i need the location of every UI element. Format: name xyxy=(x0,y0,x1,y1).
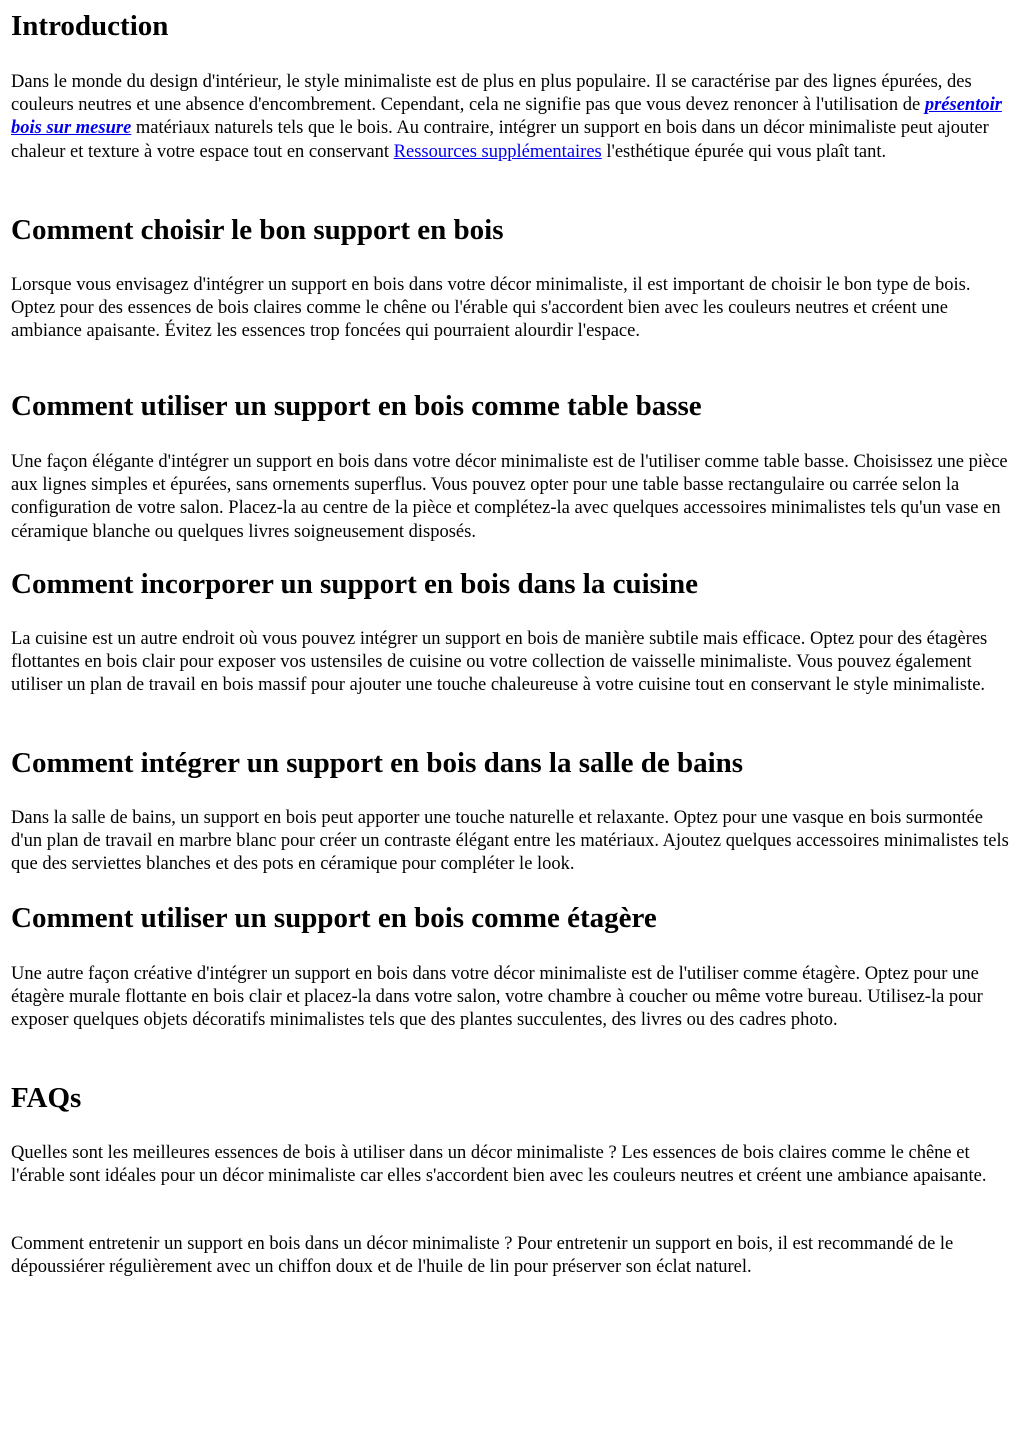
intro-text-b: matériaux naturels tels que le bois. Au contraire, intégrer un support en bois dans un décor minimaliste peut ajouter chaleur et texture à votre espace tout en conservant xyxy=(11,118,989,162)
intro-text-a: Dans le monde du design d'intérieur, le style minimaliste est de plus en plus populaire. Il se caractérise par des lignes épurées, des couleurs neutres et une absence d'encombrement. Cependant, cela ne signifie pas que vous devez renoncer à l'utilisation de xyxy=(11,72,972,116)
paragraph-choisir-support: Lorsque vous envisagez d'intégrer un support en bois dans votre décor minimaliste, il est important de choisir le bon type de bois. Optez pour des essences de bois claires comme le chêne ou l'érable qui s'accordent bien avec les couleurs neutres et créent une ambiance apaisante. Évitez les essences trop foncées qui pourraient alourdir l'espace. xyxy=(11,275,971,342)
faq-item-essences: Quelles sont les meilleures essences de bois à utiliser dans un décor minimaliste ? Les essences de bois claires comme le chêne et l'érable sont idéales pour un décor minimaliste car elles s'accordent bien avec les couleurs neutres et créent une ambiance apaisante. xyxy=(11,1143,987,1187)
heading-introduction: Introduction xyxy=(11,10,169,42)
heading-etagere: Comment utiliser un support en bois comme étagère xyxy=(11,902,657,934)
paragraph-introduction xyxy=(11,71,1014,164)
link-ressources-supplementaires[interactable]: Ressources supplémentaires xyxy=(393,141,602,162)
intro-text-c: l'esthétique épurée qui vous plaît tant. xyxy=(601,141,887,162)
heading-cuisine: Comment incorporer un support en bois dans la cuisine xyxy=(11,568,698,600)
link-presentoir-bois[interactable]: présentoir bois sur mesure xyxy=(11,95,1002,139)
heading-salle-de-bains: Comment intégrer un support en bois dans la salle de bains xyxy=(11,747,744,779)
heading-table-basse: Comment utiliser un support en bois comme table basse xyxy=(11,390,702,422)
faq-item-entretien: Comment entretenir un support en bois dans un décor minimaliste ? Pour entretenir un support en bois, il est recommandé de le dépoussiérer régulièrement avec un chiffon doux et de l'huile de lin pour préserver son éclat naturel. xyxy=(11,1234,954,1278)
paragraph-cuisine: La cuisine est un autre endroit où vous pouvez intégrer un support en bois de manière subtile mais efficace. Optez pour des étagères flottantes en bois clair pour exposer vos ustensiles de cuisine ou votre collection de vaisselle minimaliste. Vous pouvez également utiliser un plan de travail en bois massif pour ajouter une touche chaleureuse à votre cuisine tout en conservant le style minimaliste. xyxy=(11,629,988,696)
paragraph-table-basse: Une façon élégante d'intégrer un support en bois dans votre décor minimaliste est de l'utiliser comme table basse. Choisissez une pièce aux lignes simples et épurées, sans ornements superflus. Vous pouvez opter pour une table basse rectangulaire ou carrée selon la configuration de votre salon. Placez-la au centre de la pièce et complétez-la avec quelques accessoires minimalistes tels qu'un vase en céramique blanche ou quelques livres soigneusement disposés. xyxy=(11,452,1008,542)
paragraph-etagere: Une autre façon créative d'intégrer un support en bois dans votre décor minimaliste est de l'utiliser comme étagère. Optez pour une étagère murale flottante en bois clair et placez-la dans votre salon, votre chambre à coucher ou même votre bureau. Utilisez-la pour exposer quelques objets décoratifs minimalistes tels que des plantes succulentes, des livres ou des cadres photo. xyxy=(11,964,983,1031)
heading-faqs: FAQs xyxy=(11,1082,82,1114)
paragraph-salle-de-bains: Dans la salle de bains, un support en bois peut apporter une touche naturelle et relaxante. Optez pour une vasque en bois surmontée d'un plan de travail en marbre blanc pour créer un contraste élégant entre les matériaux. Ajoutez quelques accessoires minimalistes tels que des serviettes blanches et des pots en céramique pour compléter le look. xyxy=(11,808,1009,875)
heading-choisir-support: Comment choisir le bon support en bois xyxy=(11,214,504,246)
